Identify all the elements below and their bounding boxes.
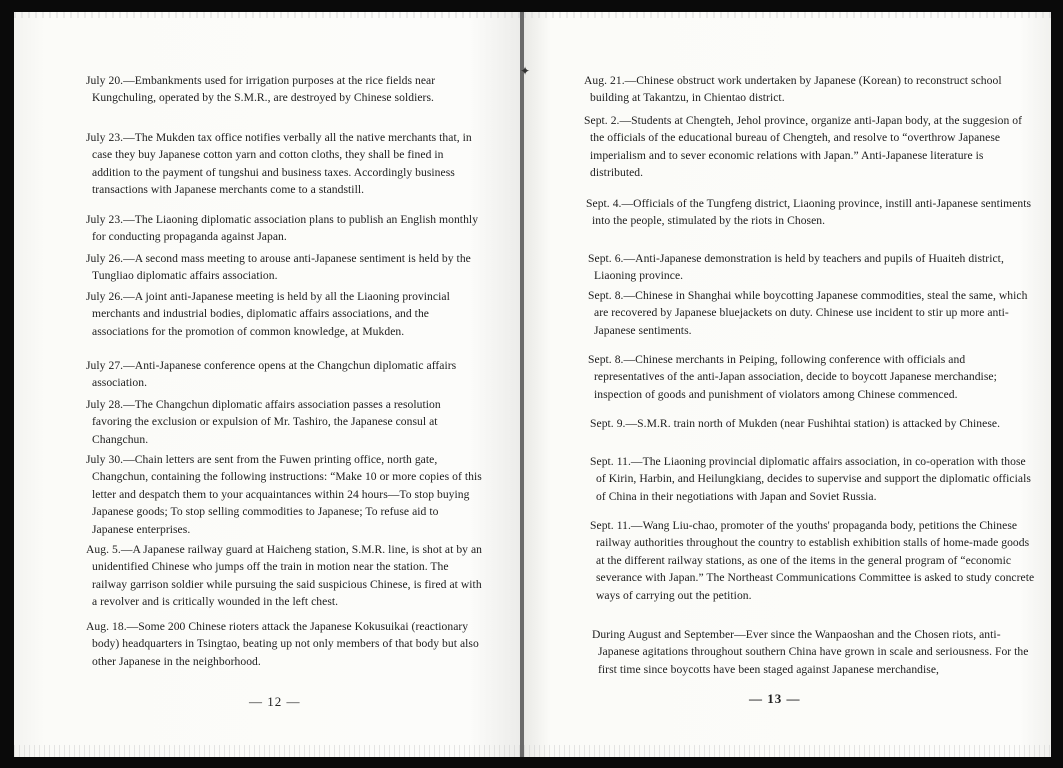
entry-text: —Chinese obstruct work undertaken by Japanese (Korean) to reconstruct school building at Takantzu, in Chientao district. bbox=[590, 74, 1002, 105]
entry-date: Sept. 4. bbox=[586, 197, 622, 210]
chronology-entry bbox=[584, 112, 1030, 182]
page-number: — 13 — bbox=[749, 691, 801, 706]
entry-date: Sept. 11. bbox=[590, 519, 631, 532]
entry-date: July 30. bbox=[86, 453, 124, 466]
entry-text: —The Mukden tax office notifies verbally all the native merchants that, in case they buy Japanese cotton yarn and cotton cloths, they shall be fined in addition to the payment of tungshui and business taxes. Accordingly business transactions with Japanese merchants come to a standstill. bbox=[92, 131, 472, 197]
entry-date: July 20. bbox=[86, 74, 124, 87]
entry-date: July 26. bbox=[86, 290, 124, 303]
chronology-entry bbox=[588, 287, 1034, 339]
chronology-entry bbox=[86, 541, 482, 611]
entry-date: Aug. 21. bbox=[584, 74, 625, 87]
entry-text: —A joint anti-Japanese meeting is held by all the Liaoning provincial merchants and industrial bodies, diplomatic affairs associations, and the associations for the promotion of common knowledge, at Mukden. bbox=[92, 290, 450, 338]
chronology-entry bbox=[590, 415, 1036, 432]
binding-mark-icon: ✦ bbox=[520, 64, 531, 78]
entry-date: Sept. 9. bbox=[590, 417, 626, 430]
entry-text: —A second mass meeting to arouse anti-Japanese sentiment is held by the Tungliao diplomatic affairs association. bbox=[92, 252, 471, 283]
entry-date: July 26. bbox=[86, 252, 124, 265]
left-page bbox=[14, 12, 520, 757]
entry-text: —Chinese in Shanghai while boycotting Japanese commodities, steal the same, which are recovered by Japanese bluejackets on duty. Chinese use incident to stir up more anti-Japanese sentiments. bbox=[594, 289, 1028, 337]
entry-text: —Officials of the Tungfeng district, Liaoning province, instill anti-Japanese sentiments into the people, stimulated by the riots in Chosen. bbox=[592, 197, 1032, 228]
entry-date: Sept. 8. bbox=[588, 353, 624, 366]
entry-date: July 28. bbox=[86, 398, 124, 411]
entry-date: July 27. bbox=[86, 359, 124, 372]
right-page bbox=[520, 12, 1051, 757]
entry-text: —S.M.R. train north of Mukden (near Fushihtai station) is attacked by Chinese. bbox=[625, 417, 1001, 430]
chronology-entry bbox=[86, 250, 482, 285]
entry-text: —Students at Chengteh, Jehol province, organize anti-Japan body, at the suggesion of the officials of the educational bureau of Chengteh, and resolve to “overthrow Japanese imperialism and to sever economic relations with Japan.” Anti-Japanese literature is distributed. bbox=[590, 114, 1023, 180]
chronology-entry bbox=[86, 396, 482, 448]
entry-text: —A Japanese railway guard at Haicheng station, S.M.R. line, is shot at by an unidentified Chinese who jumps off the train in motion near the station. The railway garrison soldier while pursuing the said suspicious Chinese, is fired at with a revolver and is critically wounded in the left chest. bbox=[92, 543, 483, 609]
entry-text: —Wang Liu-chao, promoter of the youths' propaganda body, petitions the Chinese railway authorities throughout the country to establish exhibition stalls of home-made goods at the different railway stations, as one of the items in the general program of “economic severance with Japan.” The Northeast Communications Committee is asked to study concrete ways of carrying out the petition. bbox=[596, 519, 1035, 602]
chronology-entry bbox=[86, 288, 482, 340]
chronology-entry bbox=[586, 195, 1032, 230]
entry-text: —Chinese merchants in Peiping, following conference with officials and representatives of the anti-Japan association, decide to boycott Japanese merchandise; inspection of goods and punishment of violators among Chinese commenced. bbox=[594, 353, 997, 401]
entry-date: Sept. 11. bbox=[590, 455, 631, 468]
chronology-entry bbox=[584, 72, 1030, 107]
chronology-entry bbox=[86, 129, 482, 199]
entry-text: —Embankments used for irrigation purposes at the rice fields near Kungchuling, operated by the S.M.R., are destroyed by Chinese soldiers. bbox=[92, 74, 436, 105]
entry-date: During August and September bbox=[592, 628, 735, 641]
entry-text: —Ever since the Wanpaoshan and the Chosen riots, anti-Japanese agitations throughout southern China have grown in scale and seriousness. For the first time since boycotts have been staged against Japanese merchandise, bbox=[598, 628, 1029, 676]
entry-text: —The Changchun diplomatic affairs association passes a resolution favoring the exclusion or expulsion of Mr. Tashiro, the Japanese consul at Changchun. bbox=[92, 398, 441, 446]
scan-noise-bottom bbox=[524, 745, 1051, 757]
entry-date: July 23. bbox=[86, 213, 124, 226]
scan-noise-bottom bbox=[14, 745, 520, 757]
chronology-entry bbox=[588, 250, 1034, 285]
chronology-entry bbox=[86, 72, 482, 107]
chronology-entry bbox=[86, 357, 482, 392]
entry-text: —Anti-Japanese demonstration is held by teachers and pupils of Huaiteh district, Liaoning province. bbox=[594, 252, 1004, 283]
entry-text: —The Liaoning provincial diplomatic affairs association, in co-operation with those of Kirin, Harbin, and Heilungkiang, decides to supervise and support the diplomatic officials of China in their negotiations with Japan and Soviet Russia. bbox=[596, 455, 1031, 503]
page-number: — 12 — bbox=[249, 694, 301, 709]
entry-text: —Anti-Japanese conference opens at the Changchun diplomatic affairs association. bbox=[92, 359, 457, 390]
entry-text: —Some 200 Chinese rioters attack the Japanese Kokusuikai (reactionary body) headquarters in Tsingtao, beating up not only members of that body but also other Japanese in the neighborhood. bbox=[92, 620, 479, 668]
chronology-entry bbox=[592, 626, 1038, 678]
entry-text: —The Liaoning diplomatic association plans to publish an English monthly for conducting propaganda against Japan. bbox=[92, 213, 479, 244]
chronology-entry bbox=[86, 451, 482, 538]
entry-date: Sept. 6. bbox=[588, 252, 624, 265]
chronology-entry bbox=[590, 517, 1036, 604]
scan-noise-top bbox=[524, 12, 1051, 18]
chronology-entry bbox=[86, 618, 482, 670]
entry-date: Sept. 8. bbox=[588, 289, 624, 302]
chronology-entry bbox=[590, 453, 1036, 505]
scan-noise-top bbox=[14, 12, 520, 18]
entry-date: Aug. 5. bbox=[86, 543, 121, 556]
entry-text: —Chain letters are sent from the Fuwen printing office, north gate, Changchun, containing the following instructions: “Make 10 or more copies of this letter and despatch them to your acquaintances within 24 hours—To stop buying Japanese goods; To stop selling commodities to Japanese; To refuse aid to Japanese enterprises. bbox=[92, 453, 482, 536]
chronology-entry bbox=[86, 211, 482, 246]
entry-date: Aug. 18. bbox=[86, 620, 127, 633]
entry-date: Sept. 2. bbox=[584, 114, 620, 127]
chronology-entry bbox=[588, 351, 1034, 403]
entry-date: July 23. bbox=[86, 131, 124, 144]
